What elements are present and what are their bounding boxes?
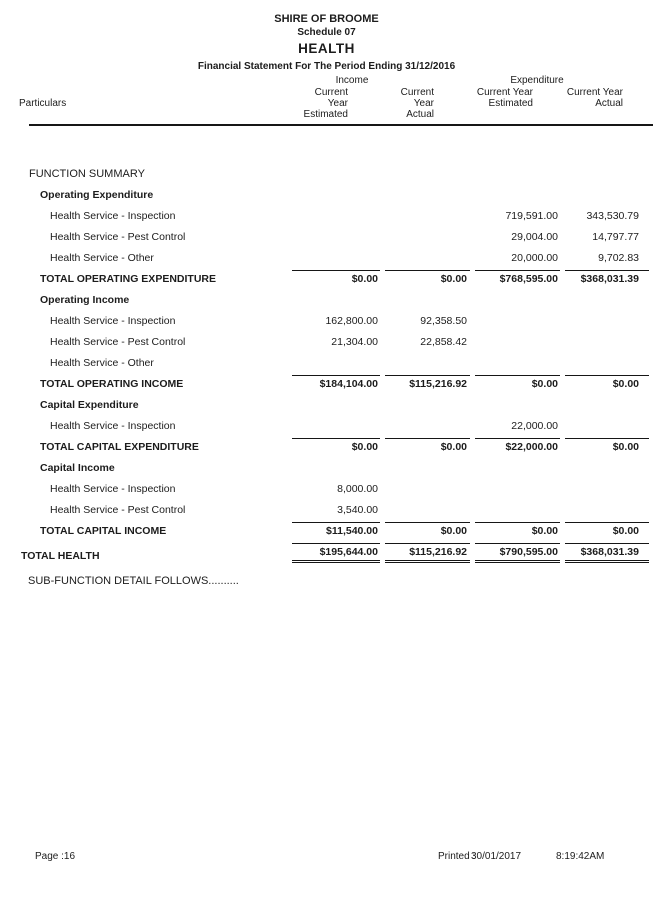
printed-label: Printed : [438,851,476,862]
income-actual-cell: $115,216.92 [385,543,470,563]
row-label: Capital Income [40,462,115,474]
table-row [19,475,653,496]
table-row-total [19,517,653,538]
report-header [0,0,653,73]
income-estimated-cell: $184,104.00 [292,375,380,391]
page-title: HEALTH [298,41,355,56]
column-header-row [19,87,653,120]
income-actual-cell: 92,358.50 [420,315,467,327]
row-label: Health Service - Inspection [50,210,176,222]
column-header-line1: Current Year [476,87,533,98]
table-row [19,496,653,517]
expenditure-group-header: Expenditure [510,75,564,86]
page-footer [0,851,653,865]
income-estimated-cell: 21,304.00 [331,336,378,348]
table-row-total [19,265,653,286]
header-divider [29,124,653,126]
expenditure-estimated-cell: $768,595.00 [475,270,560,286]
document-table [19,160,653,563]
organisation-name: SHIRE OF BROOME [274,13,379,25]
expenditure-actual-cell: $0.00 [565,522,649,538]
column-header-line2: Actual [595,98,623,109]
row-label: Health Service - Pest Control [50,504,186,516]
row-label: Health Service - Inspection [50,483,176,495]
income-estimated-cell: $11,540.00 [292,522,380,538]
group-header-row [19,75,653,86]
row-label: FUNCTION SUMMARY [29,168,145,180]
expenditure-estimated-cell: 719,591.00 [505,210,558,222]
printed-time: 8:19:42AM [556,851,605,862]
expenditure-actual-cell: 343,530.79 [586,210,639,222]
table-row [19,412,653,433]
row-label: TOTAL HEALTH [21,550,100,562]
row-label: Health Service - Inspection [50,315,176,327]
table-row-section [19,286,653,307]
expenditure-estimated-cell: $22,000.00 [475,438,560,454]
column-header-line2: Actual [406,109,434,120]
table-row [19,202,653,223]
income-actual-cell: $0.00 [385,522,470,538]
row-label: Health Service - Other [50,357,154,369]
table-row-total [19,370,653,391]
row-label: TOTAL OPERATING EXPENDITURE [40,273,216,285]
expenditure-actual-cell: $368,031.39 [565,543,649,563]
row-label: Health Service - Pest Control [50,336,186,348]
sub-function-note: SUB-FUNCTION DETAIL FOLLOWS.......... [28,575,239,587]
page-number: Page :16 [35,851,76,862]
expenditure-estimated-cell: 29,004.00 [511,231,558,243]
column-header-income-actual [385,87,470,120]
row-label: Operating Expenditure [40,189,154,201]
table-row [19,349,653,370]
expenditure-estimated-cell: $0.00 [475,522,560,538]
expenditure-actual-cell: 9,702.83 [598,252,639,264]
table-row-section [19,391,653,412]
income-group-header: Income [335,75,369,86]
expenditure-estimated-cell: $790,595.00 [475,543,560,563]
income-actual-cell: $0.00 [385,438,470,454]
column-header-expenditure-estimated [475,87,560,120]
income-estimated-cell: 3,540.00 [337,504,378,516]
column-header-income-estimated [292,87,380,120]
expenditure-actual-cell: $0.00 [565,375,649,391]
table-row [19,328,653,349]
table-row [19,244,653,265]
row-label: TOTAL CAPITAL EXPENDITURE [40,441,199,453]
particulars-header: Particulars [19,98,67,109]
report-subtitle: Financial Statement For The Period Ending 31/12/2016 [197,61,456,72]
row-label: TOTAL OPERATING INCOME [40,378,184,390]
expenditure-actual-cell: $368,031.39 [565,270,649,286]
column-header-line2: Estimated [488,98,533,109]
income-estimated-cell: $195,644.00 [292,543,380,563]
row-label: Health Service - Pest Control [50,231,186,243]
income-estimated-cell: 8,000.00 [337,483,378,495]
table-row-section [19,181,653,202]
table-row [19,307,653,328]
expenditure-estimated-cell: 22,000.00 [511,420,558,432]
column-header-line1: Current Year [400,87,434,109]
row-label: Health Service - Other [50,252,154,264]
income-estimated-cell: $0.00 [292,270,380,286]
expenditure-estimated-cell: $0.00 [475,375,560,391]
expenditure-actual-cell: $0.00 [565,438,649,454]
printed-date: 30/01/2017 [471,851,522,862]
column-header-line1: Current Year [566,87,623,98]
column-header-expenditure-actual [565,87,649,120]
table-row-function-summary [19,160,653,181]
table-row [19,223,653,244]
row-label: Capital Expenditure [40,399,139,411]
column-header-line2: Estimated [303,109,348,120]
table-row-grand-total [19,538,653,563]
expenditure-actual-cell: 14,797.77 [592,231,639,243]
income-actual-cell: 22,858.42 [420,336,467,348]
income-estimated-cell: 162,800.00 [325,315,378,327]
row-label: Health Service - Inspection [50,420,176,432]
row-label: Operating Income [40,294,130,306]
income-actual-cell: $115,216.92 [385,375,470,391]
expenditure-estimated-cell: 20,000.00 [511,252,558,264]
income-estimated-cell: $0.00 [292,438,380,454]
column-header-line1: Current Year [314,87,348,109]
row-label: TOTAL CAPITAL INCOME [40,525,167,537]
income-actual-cell: $0.00 [385,270,470,286]
table-row-section [19,454,653,475]
schedule-label: Schedule 07 [297,27,356,38]
table-header [19,75,653,126]
table-row-total [19,433,653,454]
